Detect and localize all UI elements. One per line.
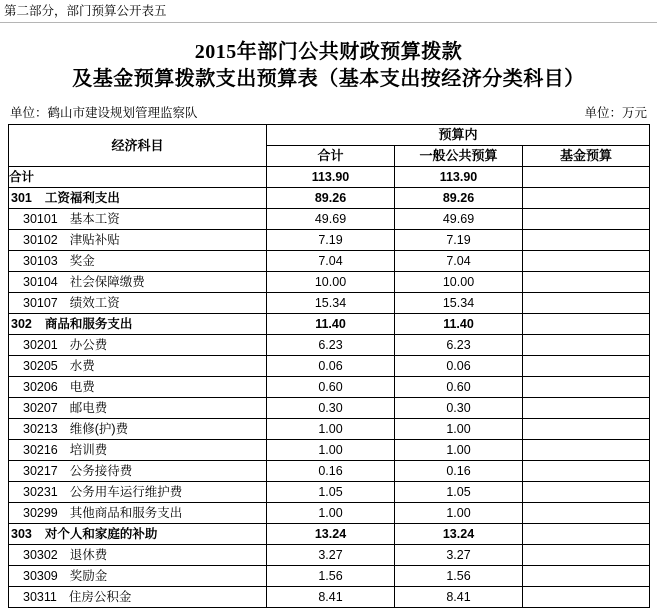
item-name: 基本工资 bbox=[69, 212, 120, 226]
item-name: 对个人和家庭的补助 bbox=[44, 527, 158, 541]
header-total: 合计 bbox=[267, 146, 395, 167]
item-name: 绩效工资 bbox=[69, 296, 120, 310]
table-row bbox=[9, 461, 650, 482]
cell-fund-budget bbox=[523, 482, 650, 503]
table-row bbox=[9, 545, 650, 566]
cell-fund-budget bbox=[523, 419, 650, 440]
cell-total: 1.05 bbox=[267, 482, 395, 503]
cell-total: 6.23 bbox=[267, 335, 395, 356]
unit-organization: 单位：鹤山市建设规划管理监察队 bbox=[10, 106, 198, 120]
item-name: 社会保障缴费 bbox=[69, 275, 145, 289]
meta-row bbox=[8, 103, 649, 121]
cell-total: 1.00 bbox=[267, 419, 395, 440]
cell-fund-budget bbox=[523, 293, 650, 314]
table-row bbox=[9, 230, 650, 251]
cell-public-budget: 1.00 bbox=[395, 419, 523, 440]
budget-table bbox=[8, 124, 650, 608]
item-name: 商品和服务支出 bbox=[44, 317, 133, 331]
cell-total: 0.06 bbox=[267, 356, 395, 377]
cell-fund-budget bbox=[523, 356, 650, 377]
cell-fund-budget bbox=[523, 587, 650, 608]
cell-public-budget: 6.23 bbox=[395, 335, 523, 356]
cell-fund-budget bbox=[523, 230, 650, 251]
item-name: 退休费 bbox=[69, 548, 108, 562]
cell-public-budget: 10.00 bbox=[395, 272, 523, 293]
table-row bbox=[9, 419, 650, 440]
cell-item bbox=[9, 188, 267, 209]
header-group-budget: 预算内 bbox=[267, 125, 650, 146]
table-row bbox=[9, 482, 650, 503]
item-name: 办公费 bbox=[69, 338, 108, 352]
table-row bbox=[9, 272, 650, 293]
item-name: 培训费 bbox=[69, 443, 108, 457]
cell-item bbox=[9, 566, 267, 587]
header-item: 经济科目 bbox=[9, 125, 267, 167]
cell-item bbox=[9, 419, 267, 440]
cell-public-budget: 11.40 bbox=[395, 314, 523, 335]
table-row bbox=[9, 503, 650, 524]
cell-public-budget: 7.04 bbox=[395, 251, 523, 272]
item-name: 奖励金 bbox=[69, 569, 108, 583]
title-line-2: 及基金预算拨款支出预算表（基本支出按经济分类科目） bbox=[72, 68, 585, 90]
header-fund-budget: 基金预算 bbox=[523, 146, 650, 167]
item-code: 301 bbox=[11, 191, 32, 205]
page-title bbox=[8, 23, 649, 93]
item-code: 30311 bbox=[23, 590, 57, 604]
cell-fund-budget bbox=[523, 461, 650, 482]
cell-item bbox=[9, 440, 267, 461]
cell-total: 1.56 bbox=[267, 566, 395, 587]
table-row bbox=[9, 524, 650, 545]
item-code: 30104 bbox=[23, 275, 58, 289]
cell-item bbox=[9, 545, 267, 566]
cell-total: 113.90 bbox=[267, 167, 395, 188]
cell-item bbox=[9, 356, 267, 377]
table-row bbox=[9, 377, 650, 398]
cell-item bbox=[9, 167, 267, 188]
cell-fund-budget bbox=[523, 209, 650, 230]
item-code: 30107 bbox=[23, 296, 58, 310]
cell-fund-budget bbox=[523, 251, 650, 272]
item-name: 公务接待费 bbox=[69, 464, 133, 478]
item-code: 30217 bbox=[23, 464, 58, 478]
table-row bbox=[9, 440, 650, 461]
item-code: 30101 bbox=[23, 212, 58, 226]
cell-fund-budget bbox=[523, 524, 650, 545]
item-code: 30309 bbox=[23, 569, 58, 583]
unit-measure: 单位：万元 bbox=[584, 106, 647, 120]
cell-item bbox=[9, 524, 267, 545]
cell-fund-budget bbox=[523, 335, 650, 356]
cell-fund-budget bbox=[523, 440, 650, 461]
cell-fund-budget bbox=[523, 545, 650, 566]
breadcrumb: 第二部分，部门预算公开表五 bbox=[0, 0, 657, 23]
cell-total: 1.00 bbox=[267, 440, 395, 461]
cell-total: 1.00 bbox=[267, 503, 395, 524]
table-row bbox=[9, 314, 650, 335]
cell-item bbox=[9, 209, 267, 230]
cell-public-budget: 0.60 bbox=[395, 377, 523, 398]
table-row bbox=[9, 293, 650, 314]
cell-public-budget: 15.34 bbox=[395, 293, 523, 314]
cell-public-budget: 113.90 bbox=[395, 167, 523, 188]
cell-fund-budget bbox=[523, 398, 650, 419]
cell-total: 3.27 bbox=[267, 545, 395, 566]
cell-public-budget: 8.41 bbox=[395, 587, 523, 608]
table-header bbox=[9, 125, 650, 167]
cell-public-budget: 1.56 bbox=[395, 566, 523, 587]
item-name: 其他商品和服务支出 bbox=[69, 506, 183, 520]
table-row bbox=[9, 356, 650, 377]
cell-public-budget: 0.06 bbox=[395, 356, 523, 377]
table-row bbox=[9, 209, 650, 230]
cell-fund-budget bbox=[523, 377, 650, 398]
cell-total: 13.24 bbox=[267, 524, 395, 545]
item-name: 住房公积金 bbox=[68, 590, 132, 604]
item-code: 30231 bbox=[23, 485, 58, 499]
item-code: 合计 bbox=[9, 170, 35, 184]
table-row bbox=[9, 188, 650, 209]
cell-public-budget: 1.00 bbox=[395, 503, 523, 524]
cell-fund-budget bbox=[523, 314, 650, 335]
item-name: 维修(护)费 bbox=[69, 422, 129, 436]
cell-public-budget: 3.27 bbox=[395, 545, 523, 566]
item-code: 30206 bbox=[23, 380, 58, 394]
cell-item bbox=[9, 314, 267, 335]
item-code: 30299 bbox=[23, 506, 58, 520]
table-row bbox=[9, 587, 650, 608]
cell-fund-budget bbox=[523, 272, 650, 293]
cell-item bbox=[9, 461, 267, 482]
cell-item bbox=[9, 398, 267, 419]
table-row bbox=[9, 335, 650, 356]
cell-total: 49.69 bbox=[267, 209, 395, 230]
table-row bbox=[9, 167, 650, 188]
item-name: 水费 bbox=[69, 359, 95, 373]
item-code: 30213 bbox=[23, 422, 58, 436]
document-body bbox=[0, 23, 657, 608]
cell-total: 11.40 bbox=[267, 314, 395, 335]
cell-total: 0.30 bbox=[267, 398, 395, 419]
cell-item bbox=[9, 482, 267, 503]
cell-item bbox=[9, 251, 267, 272]
cell-fund-budget bbox=[523, 188, 650, 209]
cell-item bbox=[9, 293, 267, 314]
cell-item bbox=[9, 230, 267, 251]
cell-fund-budget bbox=[523, 566, 650, 587]
cell-public-budget: 49.69 bbox=[395, 209, 523, 230]
title-line-1: 2015年部门公共财政预算拨款 bbox=[194, 41, 463, 63]
cell-total: 0.60 bbox=[267, 377, 395, 398]
cell-item bbox=[9, 272, 267, 293]
cell-public-budget: 0.30 bbox=[395, 398, 523, 419]
cell-item bbox=[9, 503, 267, 524]
item-code: 30102 bbox=[23, 233, 58, 247]
cell-fund-budget bbox=[523, 503, 650, 524]
item-name: 公务用车运行维护费 bbox=[69, 485, 183, 499]
cell-public-budget: 0.16 bbox=[395, 461, 523, 482]
item-code: 303 bbox=[11, 527, 32, 541]
cell-total: 7.04 bbox=[267, 251, 395, 272]
header-public-budget: 一般公共预算 bbox=[395, 146, 523, 167]
cell-total: 7.19 bbox=[267, 230, 395, 251]
table-row bbox=[9, 251, 650, 272]
item-name: 电费 bbox=[69, 380, 95, 394]
cell-public-budget: 13.24 bbox=[395, 524, 523, 545]
cell-item bbox=[9, 377, 267, 398]
item-code: 30302 bbox=[23, 548, 58, 562]
cell-public-budget: 7.19 bbox=[395, 230, 523, 251]
item-code: 302 bbox=[11, 317, 32, 331]
item-name: 工资福利支出 bbox=[44, 191, 120, 205]
cell-public-budget: 1.05 bbox=[395, 482, 523, 503]
item-code: 30207 bbox=[23, 401, 58, 415]
table-row bbox=[9, 566, 650, 587]
table-body bbox=[9, 167, 650, 608]
item-code: 30205 bbox=[23, 359, 58, 373]
cell-total: 0.16 bbox=[267, 461, 395, 482]
cell-total: 15.34 bbox=[267, 293, 395, 314]
item-code: 30216 bbox=[23, 443, 58, 457]
item-name: 奖金 bbox=[69, 254, 95, 268]
item-name: 邮电费 bbox=[69, 401, 108, 415]
item-code: 30103 bbox=[23, 254, 58, 268]
cell-item bbox=[9, 335, 267, 356]
item-name: 津贴补贴 bbox=[69, 233, 120, 247]
cell-total: 8.41 bbox=[267, 587, 395, 608]
cell-public-budget: 89.26 bbox=[395, 188, 523, 209]
item-code: 30201 bbox=[23, 338, 58, 352]
cell-total: 10.00 bbox=[267, 272, 395, 293]
cell-total: 89.26 bbox=[267, 188, 395, 209]
cell-fund-budget bbox=[523, 167, 650, 188]
cell-public-budget: 1.00 bbox=[395, 440, 523, 461]
cell-item bbox=[9, 587, 267, 608]
table-row bbox=[9, 398, 650, 419]
